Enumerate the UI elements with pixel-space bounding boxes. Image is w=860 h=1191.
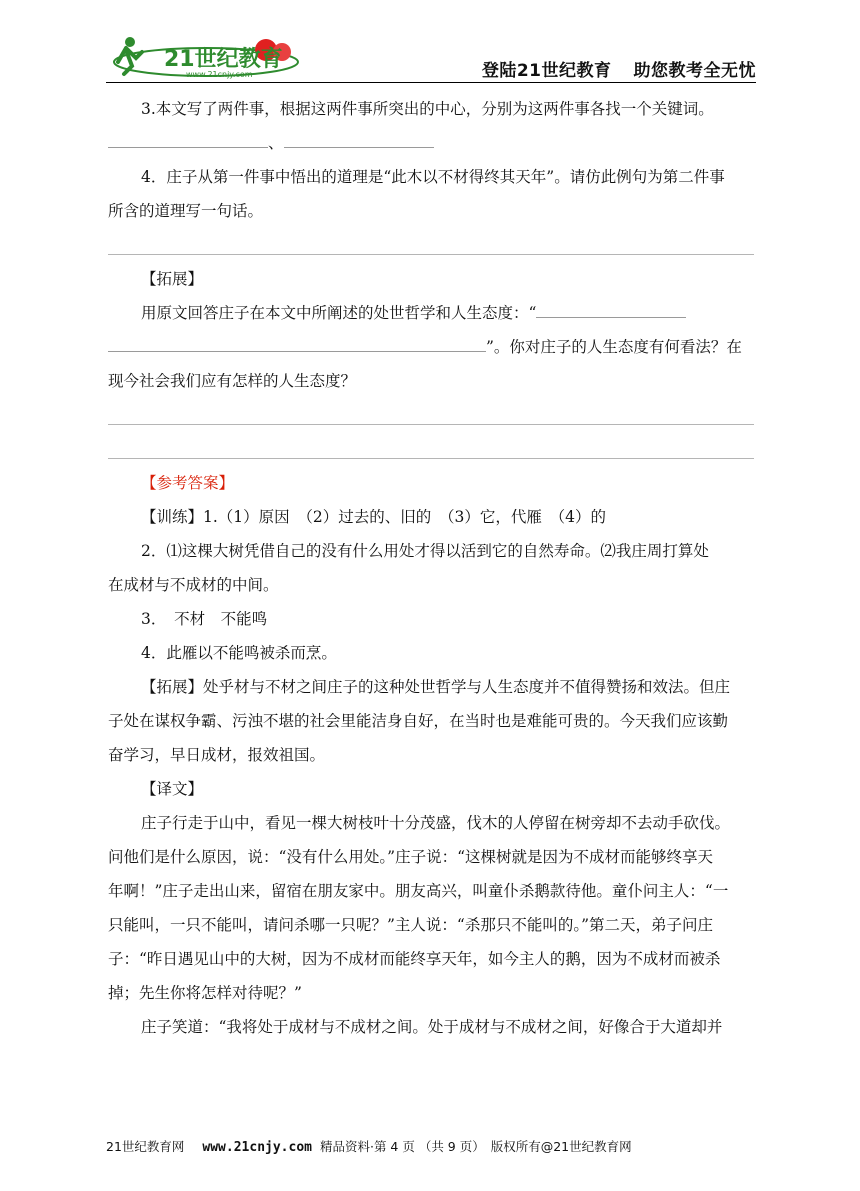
answer-blank[interactable]	[108, 133, 268, 148]
translation-heading: 【译文】	[141, 780, 204, 798]
translation-line: 掉；先生你将怎样对待呢？”	[108, 984, 302, 1002]
answer-line[interactable]	[108, 228, 754, 262]
translation-line: 问他们是什么原因，说：“没有什么用处。”庄子说：“这棵树就是因为不成材而能够终享天	[108, 848, 714, 866]
answer-line[interactable]	[108, 398, 754, 432]
answer-key-heading: 【参考答案】	[141, 474, 235, 492]
answer-1: 【训练】1.（1）原因 （2）过去的、旧的 （3）它，代雁 （4）的	[141, 508, 606, 526]
document-body	[108, 92, 754, 1044]
answer-2-line-2: 在成材与不成材的中间。	[108, 576, 279, 594]
footer-copyright: 版权所有@21世纪教育网	[490, 1139, 632, 1154]
answer-line[interactable]	[108, 432, 754, 466]
answer-4: 4．此雁以不能鸣被杀而烹。	[141, 644, 337, 662]
answer-2-line-1: 2．⑴这棵大树凭借自己的没有什么用处才得以活到它的自然寿命。⑵我庄周打算处	[141, 542, 709, 560]
extension-text: 用原文回答庄子在本文中所阐述的处世哲学和人生态度：“	[141, 304, 537, 322]
footer-page-info: 精品资料·第 4 页 （共 9 页）	[319, 1139, 485, 1154]
answer-blank[interactable]	[108, 337, 486, 352]
page-footer	[106, 1137, 638, 1155]
slogan-left: 登陆21世纪教育	[481, 61, 612, 81]
answer-blank[interactable]	[284, 133, 434, 148]
answer-3: 3． 不材 不能鸣	[141, 610, 268, 628]
footer-url[interactable]: www.21cnjy.com	[202, 1140, 312, 1155]
question-3-answer-blanks	[108, 126, 754, 160]
answer-extension-line-2: 子处在谋权争霸、污浊不堪的社会里能洁身自好，在当时也是难能可贵的。今天我们应该勤	[108, 712, 729, 730]
translation-line: 庄子笑道：“我将处于成材与不成材之间。处于成材与不成材之间，好像合于大道却并	[141, 1018, 723, 1036]
header-slogan	[460, 56, 756, 81]
answer-extension-line-3: 奋学习，早日成材，报效祖国。	[108, 746, 326, 764]
question-4-line-1: 4．庄子从第一件事中悟出的道理是“此木以不材得终其天年”。请仿此例句为第二件事	[141, 168, 725, 186]
footer-site: 21世纪教育网	[106, 1139, 185, 1154]
extension-question-line-1	[108, 296, 754, 330]
translation-line: 年啊！”庄子走出山来，留宿在朋友家中。朋友高兴，叫童仆杀鹅款待他。童仆问主人：“一	[108, 882, 729, 900]
logo-text: 21世纪教育	[164, 47, 283, 72]
translation-line: 只能叫，一只不能叫，请问杀哪一只呢？”主人说：“杀那只不能叫的。”第二天，弟子问庄	[108, 916, 714, 934]
separator: 、	[268, 134, 284, 152]
extension-question-line-2	[108, 330, 754, 364]
translation-line: 庄子行走于山中，看见一棵大树枝叶十分茂盛，伐木的人停留在树旁却不去动手砍伐。	[141, 814, 731, 832]
slogan-right: 助您教考全无忧	[633, 61, 756, 81]
question-4-line-2: 所含的道理写一句话。	[108, 202, 264, 220]
answer-extension-line-1: 【拓展】处乎材与不材之间庄子的这种处世哲学与人生态度并不值得赞扬和效法。但庄	[141, 678, 731, 696]
extension-question-line-3: 现今社会我们应有怎样的人生态度？	[108, 372, 357, 390]
answer-blank[interactable]	[536, 303, 686, 318]
question-3: 3.本文写了两件事，根据这两件事所突出的中心，分别为这两件事各找一个关键词。	[141, 100, 714, 118]
extension-text: ”。你对庄子的人生态度有何看法？在	[486, 338, 742, 356]
extension-heading: 【拓展】	[141, 270, 204, 288]
translation-line: 子：“昨日遇见山中的大树，因为不成材而能终享天年，如今主人的鹅，因为不成材而被杀	[108, 950, 721, 968]
21cnjy-logo	[106, 32, 306, 80]
header-divider	[106, 82, 756, 83]
page-header	[106, 26, 756, 82]
logo-url: www.21cnjy.com	[186, 70, 253, 79]
